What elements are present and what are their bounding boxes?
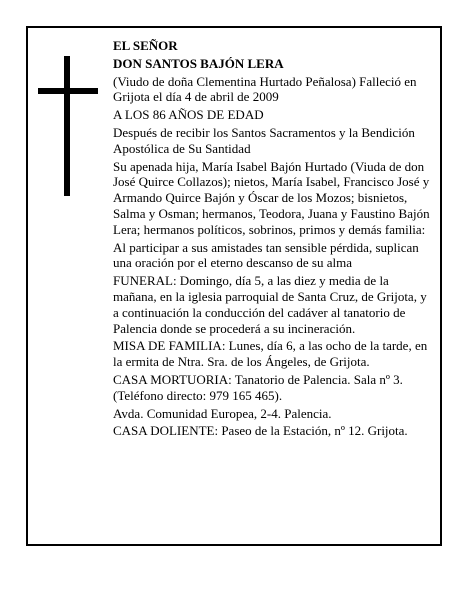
- address-line: Avda. Comunidad Europea, 2-4. Palencia.: [113, 405, 332, 421]
- cross-horizontal-bar: [38, 88, 98, 94]
- obituary-text: [113, 38, 431, 441]
- family-mass-paragraph: MISA DE FAMILIA: Lunes, día 6, a las ocho de la tarde, en la ermita de Ntra. Sra. de los Ángeles, de Grijota.: [113, 338, 428, 370]
- deceased-name: DON SANTOS BAJÓN LERA: [113, 55, 284, 71]
- widow-death-details: (Viudo de doña Clementina Hurtado Peñalosa) Falleció en Grijota el día 4 de abril de 2009: [113, 73, 417, 105]
- age-line: A LOS 86 AÑOS DE EDAD: [113, 107, 264, 123]
- mourning-house-line: CASA DOLIENTE: Paseo de la Estación, nº 12. Grijota.: [113, 423, 408, 439]
- cross-icon: [38, 56, 98, 196]
- family-paragraph: Su apenada hija, María Isabel Bajón Hurtado (Viuda de don José Quirce Collazos); nietos, María Isabel, Francisco José y Armando Quirce Bajón y Óscar de los Mozos; bisnietos, Salma y Osman; hermanos, Teodora, Juana y Faustino Bajón Lera; hermanos políticos, sobrinos, primos y demás familia:: [113, 158, 430, 237]
- prayer-request: Al participar a sus amistades tan sensible pérdida, suplican una oración por el eterno descanso de su alma: [113, 239, 419, 271]
- cross-vertical-bar: [64, 56, 70, 196]
- notice-title: EL SEÑOR: [113, 38, 178, 53]
- sacraments-line: Después de recibir los Santos Sacramentos y la Bendición Apostólica de Su Santidad: [113, 124, 415, 156]
- funeral-paragraph: FUNERAL: Domingo, día 5, a las diez y media de la mañana, en la iglesia parroquial de Santa Cruz, de Grijota, y a continuación la conducción del cadáver al tanatorio de Palencia donde se procederá a su incineración.: [113, 273, 427, 336]
- mortuary-paragraph: CASA MORTUORIA: Tanatorio de Palencia. Sala nº 3. (Teléfono directo: 979 165 465).: [113, 371, 403, 403]
